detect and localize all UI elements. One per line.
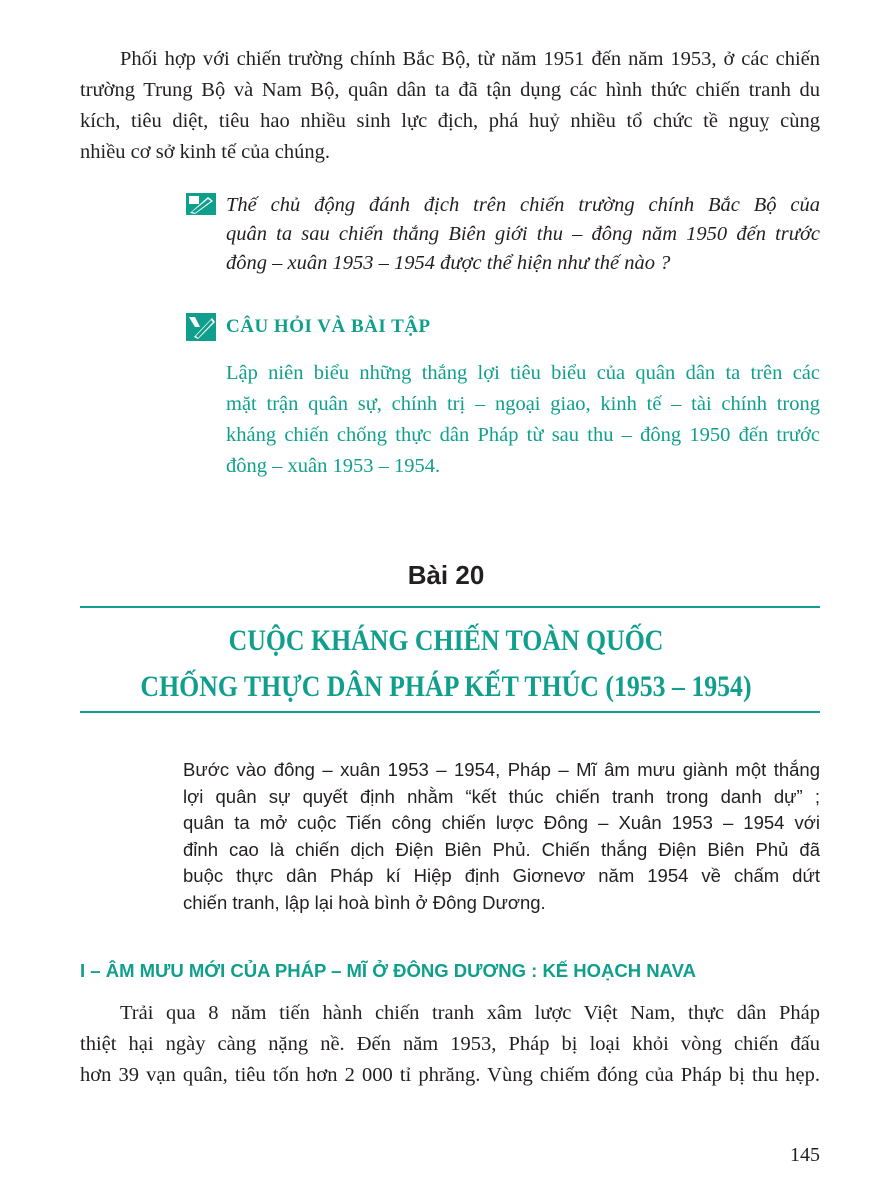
text-line: Trải qua 8 năm tiến hành chiến tranh xâm lược Việt Nam, thực dân Pháp (120, 1002, 820, 1024)
exercise-heading: CÂU HỎI VÀ BÀI TẬP (226, 316, 431, 337)
lesson-title (62, 618, 829, 710)
text-line: nhiều cơ sở kinh tế của chúng. (80, 141, 330, 163)
paragraph-navarre-context (80, 998, 820, 1091)
title-line: CHỐNG THỰC DÂN PHÁP KẾT THÚC (1953 – 1954) (140, 670, 752, 703)
pencil-check-icon (186, 313, 216, 341)
text-line: kháng chiến chống thực dân Pháp từ sau thu – đông 1950 đến trước (226, 424, 820, 446)
text-line: trường Trung Bộ và Nam Bộ, quân dân ta đã tận dụng các hình thức chiến tranh du (80, 79, 820, 101)
title-rule-top (80, 606, 820, 608)
exercise-text (226, 358, 820, 482)
lesson-number: Bài 20 (407, 560, 485, 590)
section-heading: I – ÂM MƯU MỚI CỦA PHÁP – MĨ Ở ĐÔNG DƯƠNG : KẾ HOẠCH NAVA (80, 960, 696, 981)
text-line: buộc thực dân Pháp kí Hiệp định Giơnevơ năm 1954 về chấm dứt (183, 865, 820, 886)
text-line: quân ta mở cuộc Tiến công chiến lược Đông – Xuân 1953 – 1954 với (183, 812, 820, 833)
text-line: Bước vào đông – xuân 1953 – 1954, Pháp – Mĩ âm mưu giành một thắng (183, 759, 820, 780)
text-line: thiệt hại ngày càng nặng nề. Đến năm 1953, Pháp bị loại khỏi vòng chiến đấu (80, 1033, 820, 1055)
text-line: đỉnh cao là chiến dịch Điện Biên Phủ. Chiến thắng Điện Biên Phủ đã (183, 838, 820, 860)
lesson-summary (183, 757, 820, 916)
title-rule-bottom (80, 711, 820, 713)
text-line: Phối hợp với chiến trường chính Bắc Bộ, từ năm 1951 đến năm 1953, ở các chiến (120, 48, 820, 70)
text-line: lợi quân sự quyết định nhằm “kết thúc chiến tranh trong danh dự” ; (183, 785, 820, 807)
paragraph-intro-battlefields (80, 44, 820, 168)
text-line: mặt trận quân sự, chính trị – ngoại giao, kinh tế – tài chính trong (226, 393, 820, 415)
page-number: 145 (790, 1144, 820, 1166)
text-line: Thế chủ động đánh địch trên chiến trường chính Bắc Bộ của (226, 194, 820, 216)
text-line: đông – xuân 1953 – 1954. (226, 455, 441, 477)
text-line: kích, tiêu diệt, tiêu hao nhiều sinh lực địch, phá huỷ nhiều tổ chức tề nguỵ cùng (80, 110, 820, 132)
text-line: chiến tranh, lập lại hoà bình ở Đông Dương. (183, 891, 546, 913)
text-line: Lập niên biểu những thắng lợi tiêu biểu của quân dân ta trên các (226, 362, 820, 384)
text-line: hơn 39 vạn quân, tiêu tốn hơn 2 000 tỉ phrăng. Vùng chiếm đóng của Pháp bị thu hẹp. (80, 1064, 820, 1086)
review-question (226, 191, 820, 278)
pencil-note-icon (186, 193, 216, 215)
title-line: CUỘC KHÁNG CHIẾN TOÀN QUỐC (228, 624, 664, 657)
text-line: đông – xuân 1953 – 1954 được thể hiện như thế nào ? (226, 252, 671, 274)
text-line: quân ta sau chiến thắng Biên giới thu – đông năm 1950 đến trước (226, 223, 820, 245)
